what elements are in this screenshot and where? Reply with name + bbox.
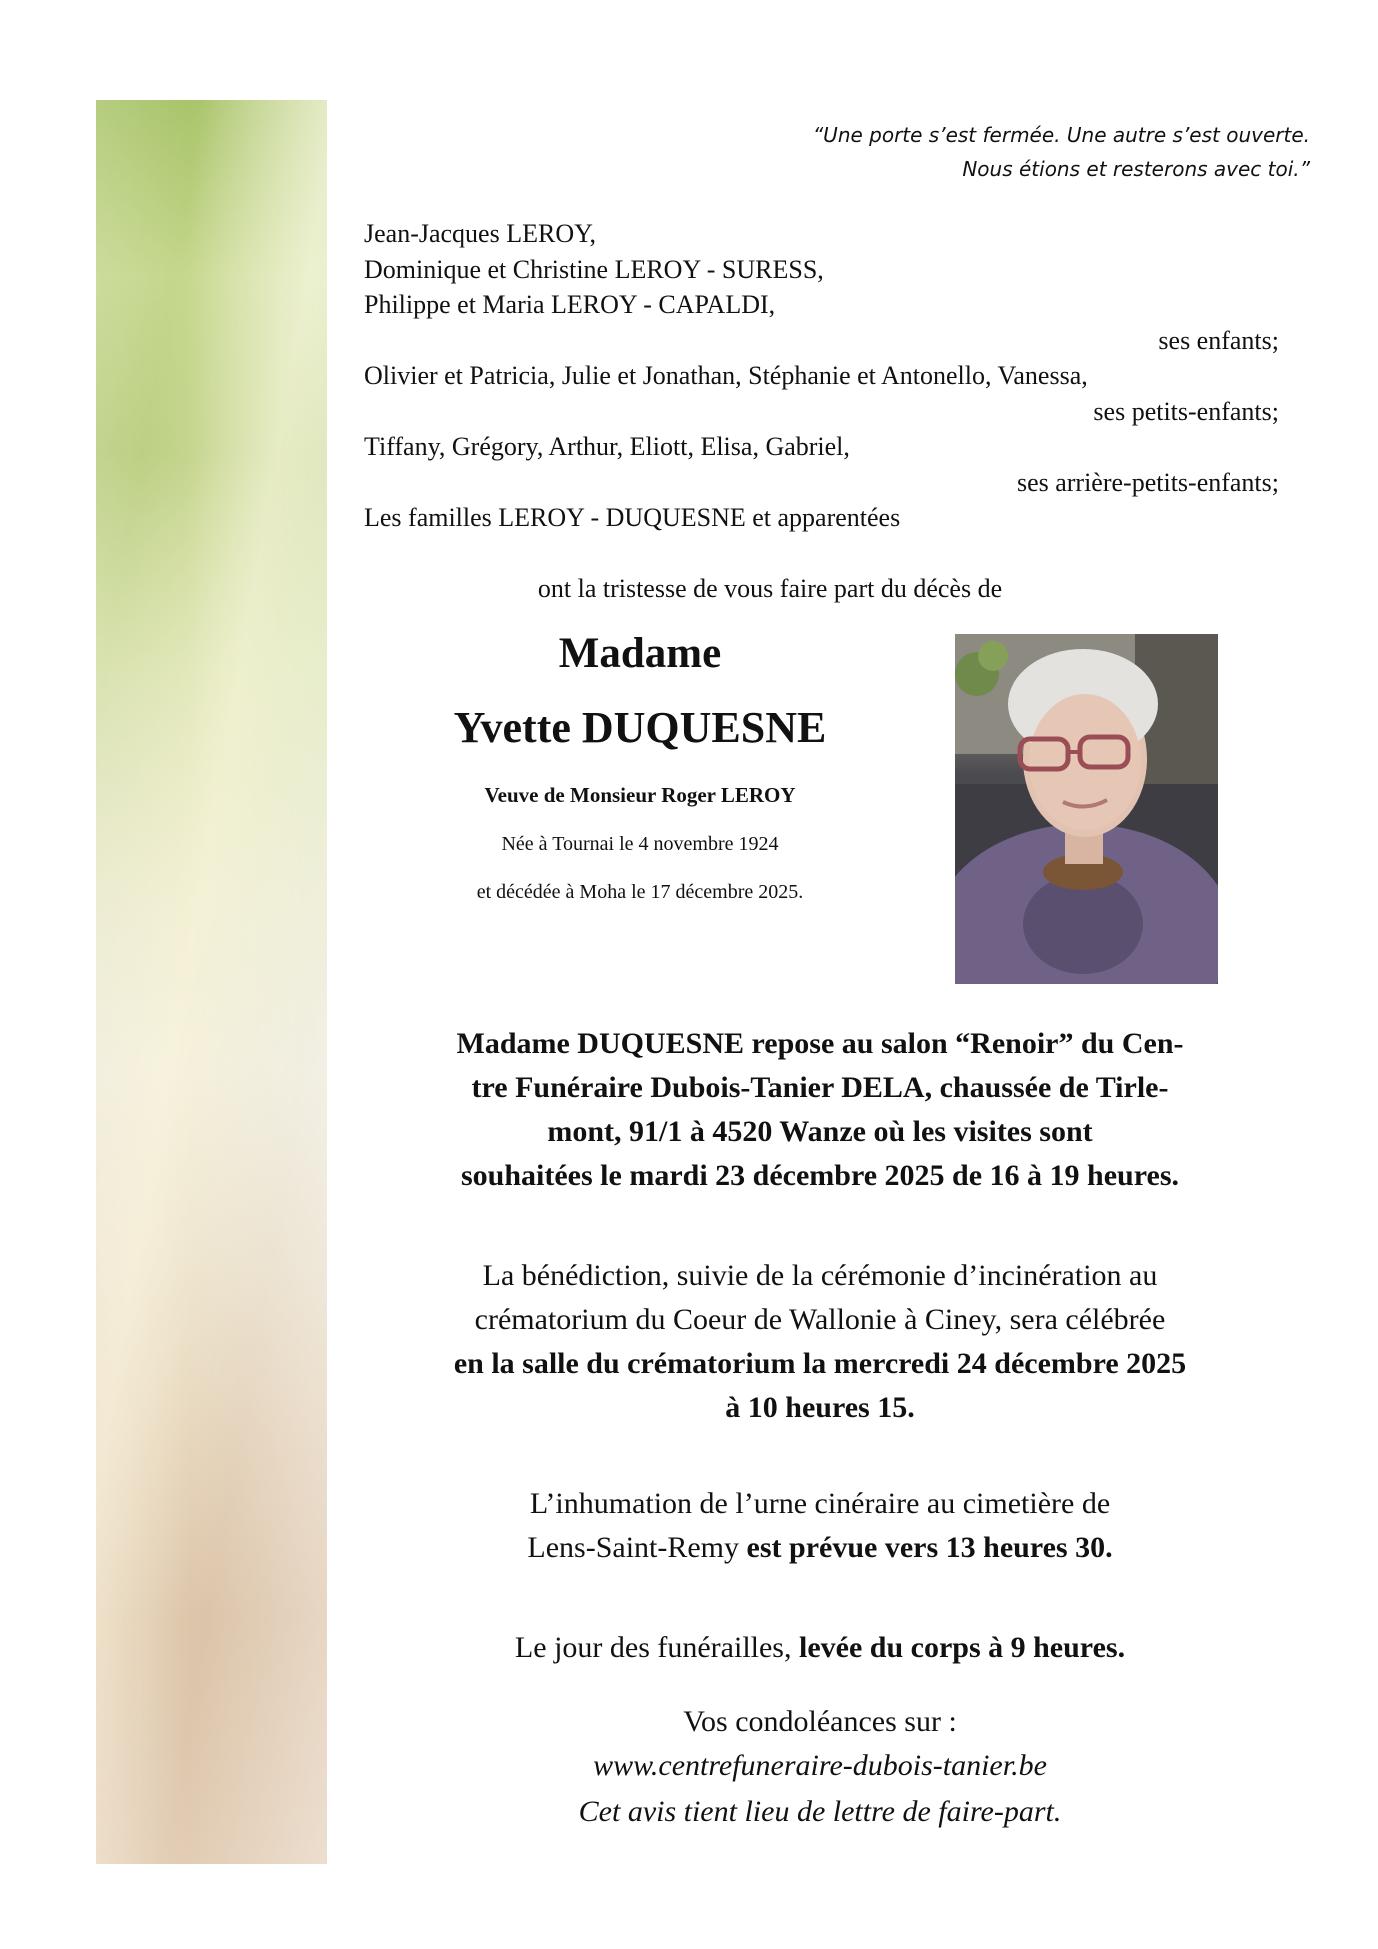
ceremony-paragraph [320,1254,1320,1430]
visitation-line: tre Funéraire Dubois-Tanier DELA, chaussée de Tirle- [471,1071,1169,1104]
visitation-line: mont, 91/1 à 4520 Wanze où les visites sont [547,1115,1093,1148]
ceremony-line: crématorium du Coeur de Wallonie à Ciney, sera célébrée [474,1303,1166,1336]
grandchildren-label: ses petits-enfants; [1093,396,1279,426]
family-line: Olivier et Patricia, Julie et Jonathan, Stéphanie et Antonello, Vanessa, [364,361,1088,390]
deceased-name: Yvette DUQUESNE [453,703,827,752]
visitation-paragraph [320,1022,1320,1198]
ceremony-line: en la salle du crématorium la mercredi 24 décembre 2025 [453,1347,1187,1380]
family-line: Dominique et Christine LEROY - SURESS, [364,254,824,284]
inhumation-place: Lens-Saint-Remy [527,1531,747,1564]
family-line: Jean-Jacques LEROY, [364,219,597,248]
condolences-label: Vos condoléances sur : [683,1705,957,1738]
forest-path-image [96,100,327,1864]
family-list [364,216,1279,536]
death-line: et décédée à Moha le 17 décembre 2025. [476,881,804,903]
inhumation-time: est prévue vers 13 heures 30. [746,1531,1113,1564]
family-line: Tiffany, Grégory, Arthur, Eliott, Elisa, Gabriel, [364,432,850,461]
footer-note: Cet avis tient lieu de lettre de faire-part. [578,1795,1062,1828]
children-label: ses enfants; [1158,325,1279,355]
condolences-url[interactable]: www.centrefuneraire-dubois-tanier.be [593,1749,1047,1782]
ceremony-line: à 10 heures 15. [725,1391,915,1424]
funeral-time: levée du corps à 9 heures. [798,1631,1126,1664]
quote-line-2: Nous étions et resterons avec toi.” [962,157,1310,181]
portrait-illustration [955,634,1218,984]
visitation-line: souhaitées le mardi 23 décembre 2025 de 16 à 19 heures. [461,1159,1179,1192]
quote-line-1: “Une porte s’est fermée. Une autre s’est ouverte. [812,123,1310,147]
widow-line: Veuve de Monsieur Roger LEROY [484,783,796,807]
inhumation-line: L’inhumation de l’urne cinéraire au cimetière de [529,1487,1111,1520]
family-line: Philippe et Maria LEROY - CAPALDI, [364,290,776,319]
family-line: Les familles LEROY - DUQUESNE et apparentées [364,503,901,532]
ceremony-line: La bénédiction, suivie de la cérémonie d’incinération au [482,1259,1158,1292]
funeral-paragraph [320,1626,1320,1670]
great-grandchildren-label: ses arrière-petits-enfants; [1016,467,1279,497]
condolences-block [320,1700,1320,1788]
birth-line: Née à Tournai le 4 novembre 1924 [501,833,779,855]
visitation-line: Madame DUQUESNE repose au salon “Renoir” du Cen- [456,1027,1184,1060]
deceased-title: Madame [558,630,722,677]
announcement-text: ont la tristesse de vous faire part du décès de [537,574,1003,603]
portrait-photo [955,634,1218,984]
funeral-intro: Le jour des funérailles, [514,1631,799,1664]
inhumation-paragraph [320,1482,1320,1570]
epigraph-quote [610,118,1310,186]
